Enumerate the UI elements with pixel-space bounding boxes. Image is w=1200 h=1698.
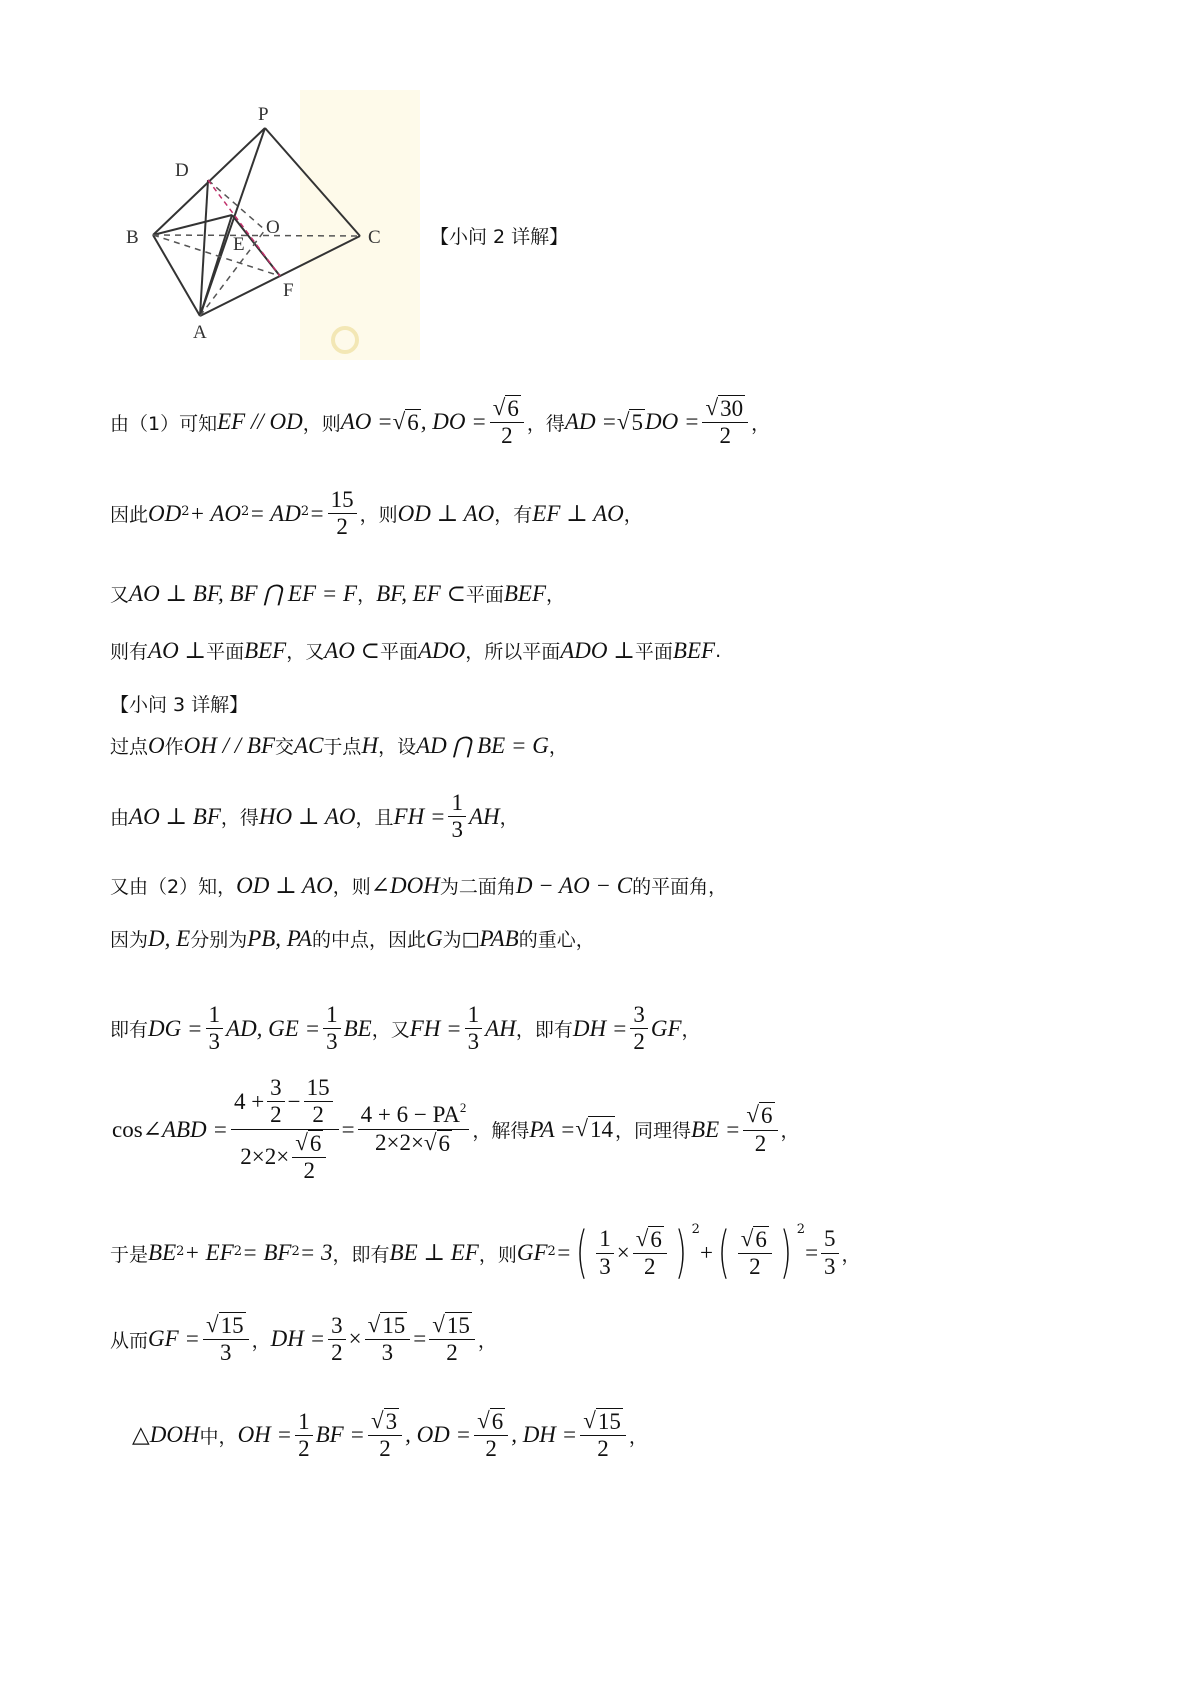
math: = bbox=[555, 1240, 572, 1265]
math: OH / / BF bbox=[183, 732, 276, 758]
sqrt: √ 6 bbox=[423, 1129, 451, 1156]
text: ，得 bbox=[220, 807, 259, 830]
text: ，又 bbox=[371, 1019, 410, 1042]
math: BEF bbox=[672, 637, 716, 663]
math: = BF bbox=[242, 1240, 292, 1265]
triangle-symbol: △ bbox=[132, 1422, 150, 1448]
math: AH bbox=[485, 1015, 516, 1041]
math: , DH = bbox=[511, 1422, 578, 1448]
denominator: 2 bbox=[298, 1435, 310, 1461]
math: = bbox=[309, 500, 325, 526]
fraction bbox=[474, 1408, 508, 1463]
term: 4 + bbox=[233, 1088, 265, 1114]
numerator: 1 bbox=[206, 1002, 224, 1029]
radicand: 15 bbox=[382, 1313, 406, 1338]
radicand: 6 bbox=[650, 1226, 662, 1252]
fraction bbox=[323, 1002, 341, 1056]
numerator: 1 bbox=[323, 1002, 341, 1029]
math: BE = bbox=[691, 1116, 741, 1142]
radicand: 30 bbox=[720, 396, 744, 421]
text: 平面 bbox=[634, 641, 673, 663]
denominator: 2 bbox=[485, 1436, 497, 1462]
numerator bbox=[358, 1099, 470, 1129]
solution-line-11 bbox=[110, 1220, 861, 1285]
math: O bbox=[148, 732, 165, 758]
math: EF // OD bbox=[217, 409, 303, 435]
denominator: 2 bbox=[749, 1254, 761, 1279]
term: 2×2× bbox=[374, 1129, 424, 1155]
term: − bbox=[287, 1088, 301, 1114]
text: 作 bbox=[164, 736, 184, 758]
math: PA = bbox=[529, 1116, 576, 1142]
math: , DO = bbox=[420, 409, 487, 435]
denominator bbox=[237, 1130, 332, 1185]
math: BE bbox=[343, 1015, 372, 1041]
math: AC bbox=[294, 732, 324, 758]
denominator: 2 bbox=[331, 1339, 343, 1365]
numerator: 15 bbox=[328, 487, 357, 514]
solution-line-12 bbox=[110, 1312, 497, 1367]
denominator: 2 bbox=[754, 1130, 767, 1156]
math: D − AO − C bbox=[515, 872, 633, 898]
math: GF bbox=[516, 1240, 548, 1265]
left-paren: ( bbox=[576, 1220, 589, 1285]
exponent: 2 bbox=[291, 1243, 300, 1259]
math: = bbox=[805, 1240, 819, 1265]
subquestion-2-header: 【小问 2 详解】 bbox=[430, 226, 569, 248]
radicand: 15 bbox=[597, 1409, 621, 1434]
text: 即有 bbox=[110, 1019, 149, 1042]
text: 为二面角 bbox=[439, 876, 516, 898]
numerator: √ 15 bbox=[365, 1312, 411, 1340]
edge-BA bbox=[153, 235, 200, 316]
denominator: 2 bbox=[633, 1029, 645, 1055]
exponent: 2 bbox=[241, 504, 250, 520]
math: BE ⊥ EF bbox=[389, 1240, 479, 1265]
denominator: 3 bbox=[208, 1029, 221, 1055]
denominator: 3 bbox=[451, 817, 463, 843]
fraction bbox=[633, 1226, 667, 1281]
denominator: 3 bbox=[220, 1340, 232, 1366]
math: DOH bbox=[149, 1422, 200, 1448]
math: ∠DOH bbox=[370, 872, 440, 898]
left-paren: ( bbox=[717, 1220, 730, 1285]
denominator: 2 bbox=[270, 1102, 282, 1128]
text: 则有 bbox=[110, 641, 149, 663]
triangle-placeholder-glyph: □ bbox=[461, 927, 480, 950]
text: ，所以平面 bbox=[465, 641, 561, 663]
radicand: 6 bbox=[438, 1130, 451, 1156]
math: DH = bbox=[572, 1015, 628, 1041]
math: + EF bbox=[184, 1240, 234, 1265]
term: 4 + 6 − PA bbox=[360, 1102, 460, 1128]
math: AO ⊥ BF, BF ⋂ EF = F bbox=[129, 580, 358, 606]
math: FH = bbox=[393, 803, 446, 829]
text: ， bbox=[751, 412, 771, 435]
text: 又 bbox=[110, 584, 130, 606]
solution-line-1 bbox=[110, 395, 770, 450]
text: ，则 bbox=[478, 1243, 517, 1266]
text: ， bbox=[681, 1019, 701, 1042]
math: AO ⊥ bbox=[148, 637, 207, 663]
fraction bbox=[702, 395, 748, 450]
numerator: √ 6 bbox=[633, 1226, 667, 1254]
math: GF = bbox=[148, 1326, 200, 1352]
text: 因此 bbox=[110, 504, 149, 527]
math: AO = bbox=[340, 409, 393, 435]
denominator: 2 bbox=[501, 423, 513, 449]
denominator: 3 bbox=[381, 1340, 394, 1366]
radicand: 6 bbox=[407, 409, 419, 435]
math: PB, PA bbox=[247, 925, 312, 951]
fraction bbox=[304, 1075, 333, 1129]
label-F: F bbox=[283, 280, 294, 301]
text: ，得 bbox=[526, 412, 565, 435]
text: 于点 bbox=[323, 736, 362, 758]
fraction bbox=[743, 1102, 777, 1157]
text: ，有 bbox=[494, 504, 533, 527]
fraction bbox=[429, 1312, 475, 1367]
edge-DO-dashed bbox=[208, 180, 265, 230]
math: AD = bbox=[564, 409, 617, 435]
fraction bbox=[231, 1075, 339, 1185]
label-D: D bbox=[175, 160, 189, 181]
math: × bbox=[616, 1240, 630, 1265]
numerator: √ 15 bbox=[203, 1312, 249, 1340]
term: 2×2× bbox=[240, 1144, 290, 1170]
numerator: 3 bbox=[328, 1313, 346, 1340]
text: ，即有 bbox=[515, 1019, 573, 1042]
numerator: √ 6 bbox=[474, 1408, 508, 1436]
pyramid-figure bbox=[120, 90, 420, 370]
denominator: 2 bbox=[312, 1102, 324, 1128]
text: ， bbox=[548, 736, 568, 758]
text: ， bbox=[499, 807, 519, 830]
exponent: 2 bbox=[459, 1099, 467, 1115]
label-B: B bbox=[126, 227, 139, 248]
math: BEF bbox=[503, 580, 547, 606]
denominator: 3 bbox=[824, 1253, 836, 1279]
math: AD, GE = bbox=[226, 1015, 321, 1041]
text: ，则 bbox=[302, 412, 341, 435]
text: 的重心， bbox=[518, 929, 595, 951]
text: ， bbox=[477, 1329, 497, 1352]
text: ，即有 bbox=[332, 1243, 390, 1266]
text: 又由（2）知， bbox=[110, 876, 237, 898]
radicand: 14 bbox=[590, 1117, 614, 1143]
fraction bbox=[630, 1002, 648, 1056]
text: 由（1）可知 bbox=[110, 412, 218, 435]
fraction bbox=[580, 1408, 626, 1463]
radicand: 6 bbox=[761, 1103, 773, 1129]
radicand: 6 bbox=[309, 1130, 322, 1156]
text: ，同理得 bbox=[615, 1120, 692, 1143]
numerator: √ 6 bbox=[743, 1102, 777, 1130]
numerator bbox=[231, 1075, 339, 1130]
math: = bbox=[413, 1326, 427, 1352]
math: = AD bbox=[249, 500, 301, 526]
math: DO = bbox=[644, 409, 700, 435]
exponent: 2 bbox=[181, 504, 190, 520]
text: 交 bbox=[275, 736, 295, 758]
denominator: 2 bbox=[336, 514, 348, 540]
math: BE bbox=[148, 1240, 177, 1265]
denominator: 3 bbox=[599, 1253, 611, 1279]
text: ， bbox=[251, 1329, 271, 1352]
solution-line-5 bbox=[110, 732, 568, 759]
numerator: √ 6 bbox=[292, 1130, 326, 1158]
math: AO ⊥ BF bbox=[129, 803, 221, 829]
numerator: 15 bbox=[304, 1075, 333, 1102]
fraction bbox=[292, 1130, 326, 1185]
exponent: 2 bbox=[691, 1221, 700, 1237]
math: H bbox=[361, 732, 379, 758]
text: ， bbox=[628, 1425, 648, 1448]
numerator: √ 3 bbox=[368, 1408, 402, 1436]
label-P: P bbox=[258, 104, 269, 125]
sqrt: √ 5 bbox=[616, 408, 643, 435]
math: BEF bbox=[244, 637, 287, 663]
text: 中， bbox=[199, 1425, 238, 1448]
text: 于是 bbox=[110, 1243, 149, 1266]
numerator: 5 bbox=[821, 1226, 839, 1253]
text: 由 bbox=[110, 807, 130, 830]
denominator: 2 bbox=[597, 1436, 609, 1462]
text: . bbox=[715, 639, 722, 662]
radicand: 3 bbox=[385, 1409, 398, 1434]
numerator: 1 bbox=[596, 1226, 614, 1253]
exponent: 2 bbox=[176, 1243, 185, 1259]
numerator: √ 6 bbox=[490, 395, 524, 423]
exponent: 2 bbox=[300, 504, 310, 520]
numerator: √ 30 bbox=[702, 395, 748, 423]
denominator: 2 bbox=[446, 1340, 458, 1366]
denominator: 2 bbox=[719, 423, 732, 449]
fraction bbox=[448, 790, 466, 844]
math: AO ⊂ bbox=[324, 637, 380, 663]
denominator bbox=[372, 1130, 455, 1157]
math: G bbox=[425, 925, 443, 951]
math: ADO bbox=[417, 637, 466, 663]
denominator: 3 bbox=[326, 1029, 338, 1055]
text: ， bbox=[623, 504, 643, 527]
math: PAB bbox=[479, 925, 519, 951]
radicand: 15 bbox=[446, 1313, 470, 1338]
text: ， bbox=[357, 584, 377, 606]
math: OD bbox=[148, 500, 182, 526]
solution-line-7 bbox=[110, 872, 727, 899]
math: ADO ⊥ bbox=[560, 637, 635, 663]
math: + AO bbox=[189, 500, 242, 526]
fraction bbox=[328, 1313, 346, 1367]
text: ，解得 bbox=[472, 1120, 530, 1143]
math: D, E bbox=[148, 925, 191, 951]
text: ， bbox=[546, 584, 566, 606]
math: = bbox=[341, 1116, 355, 1142]
solution-line-9 bbox=[110, 1002, 701, 1056]
solution-line-4 bbox=[110, 637, 721, 664]
fraction bbox=[358, 1099, 470, 1157]
math: × bbox=[348, 1326, 362, 1352]
text: 因为 bbox=[110, 929, 149, 951]
denominator: 2 bbox=[379, 1436, 391, 1462]
math: ∠ABD = bbox=[142, 1116, 228, 1142]
exponent: 2 bbox=[547, 1243, 556, 1259]
numerator: 1 bbox=[448, 790, 466, 817]
sqrt: √ 6 bbox=[392, 408, 419, 435]
label-A: A bbox=[193, 322, 207, 343]
text: 从而 bbox=[110, 1329, 149, 1352]
text: 过点 bbox=[110, 736, 149, 758]
label-E: E bbox=[233, 234, 245, 255]
numerator: 3 bbox=[630, 1002, 648, 1029]
text: ， bbox=[780, 1120, 800, 1143]
text: 平面 bbox=[206, 641, 245, 663]
math: FH = bbox=[409, 1015, 462, 1041]
right-paren: ) bbox=[674, 1220, 687, 1285]
text: ，则 bbox=[359, 504, 398, 527]
math: DH = bbox=[270, 1326, 326, 1352]
text: ，则 bbox=[332, 876, 371, 898]
text: 分别为 bbox=[190, 929, 248, 951]
math: BF, EF ⊂ bbox=[376, 580, 466, 606]
text: 平面 bbox=[465, 584, 504, 606]
solution-line-6 bbox=[110, 790, 519, 844]
numerator: √ 6 bbox=[738, 1226, 772, 1254]
fraction bbox=[328, 487, 357, 541]
math: , OD = bbox=[405, 1422, 472, 1448]
text: 为 bbox=[442, 929, 462, 951]
math: DG = bbox=[148, 1015, 203, 1041]
exponent: 2 bbox=[233, 1243, 243, 1259]
fraction bbox=[295, 1409, 313, 1463]
text: ，且 bbox=[355, 807, 394, 830]
sqrt: √ 14 bbox=[575, 1116, 614, 1143]
math-function: cos bbox=[112, 1116, 143, 1142]
radicand: 6 bbox=[755, 1226, 767, 1252]
fraction bbox=[821, 1226, 839, 1280]
numerator: √ 15 bbox=[429, 1312, 475, 1340]
fraction bbox=[267, 1075, 285, 1129]
text: 的中点，因此 bbox=[311, 929, 426, 951]
math: AH bbox=[468, 803, 500, 829]
math: = 3 bbox=[299, 1240, 333, 1265]
radicand: 6 bbox=[507, 396, 519, 421]
solution-line-8 bbox=[110, 925, 595, 952]
text: 的平面角， bbox=[632, 876, 728, 898]
radicand: 5 bbox=[631, 409, 643, 435]
fraction bbox=[596, 1226, 614, 1280]
math: HO ⊥ AO bbox=[258, 803, 356, 829]
watermark-background bbox=[300, 90, 420, 360]
math: GF bbox=[650, 1015, 682, 1041]
fraction bbox=[465, 1002, 483, 1056]
fraction bbox=[206, 1002, 224, 1056]
numerator: 1 bbox=[465, 1002, 483, 1029]
numerator: √ 15 bbox=[580, 1408, 626, 1436]
numerator: 3 bbox=[267, 1075, 285, 1102]
subquestion-3-header: 【小问 3 详解】 bbox=[110, 694, 249, 716]
math: OH = bbox=[237, 1422, 293, 1448]
fraction bbox=[368, 1408, 402, 1463]
radicand: 6 bbox=[491, 1409, 504, 1434]
solution-line-13 bbox=[132, 1408, 648, 1463]
fraction bbox=[490, 395, 524, 450]
solution-line-10 bbox=[112, 1075, 800, 1185]
fraction bbox=[365, 1312, 411, 1367]
math: AD ⋂ BE = G bbox=[416, 732, 549, 758]
math: EF ⊥ AO bbox=[532, 500, 624, 526]
label-C: C bbox=[368, 227, 381, 248]
radicand: 15 bbox=[220, 1313, 244, 1338]
pyramid-diagram bbox=[120, 90, 420, 370]
fraction bbox=[203, 1312, 249, 1367]
denominator: 3 bbox=[467, 1029, 480, 1055]
math: OD ⊥ AO bbox=[397, 500, 495, 526]
exponent: 2 bbox=[796, 1221, 806, 1237]
text: 平面 bbox=[379, 641, 418, 663]
label-O: O bbox=[266, 217, 280, 238]
text: ，设 bbox=[378, 736, 417, 758]
math: BF = bbox=[315, 1422, 365, 1448]
text: ，又 bbox=[286, 641, 325, 663]
denominator: 2 bbox=[644, 1254, 656, 1279]
math: + bbox=[699, 1240, 713, 1265]
right-paren: ) bbox=[779, 1220, 792, 1285]
text: ， bbox=[841, 1243, 861, 1266]
solution-line-2 bbox=[110, 487, 643, 541]
denominator: 2 bbox=[303, 1158, 316, 1184]
solution-line-3 bbox=[110, 580, 565, 607]
math: OD ⊥ AO bbox=[236, 872, 333, 898]
numerator: 1 bbox=[295, 1409, 313, 1436]
fraction bbox=[738, 1226, 772, 1281]
